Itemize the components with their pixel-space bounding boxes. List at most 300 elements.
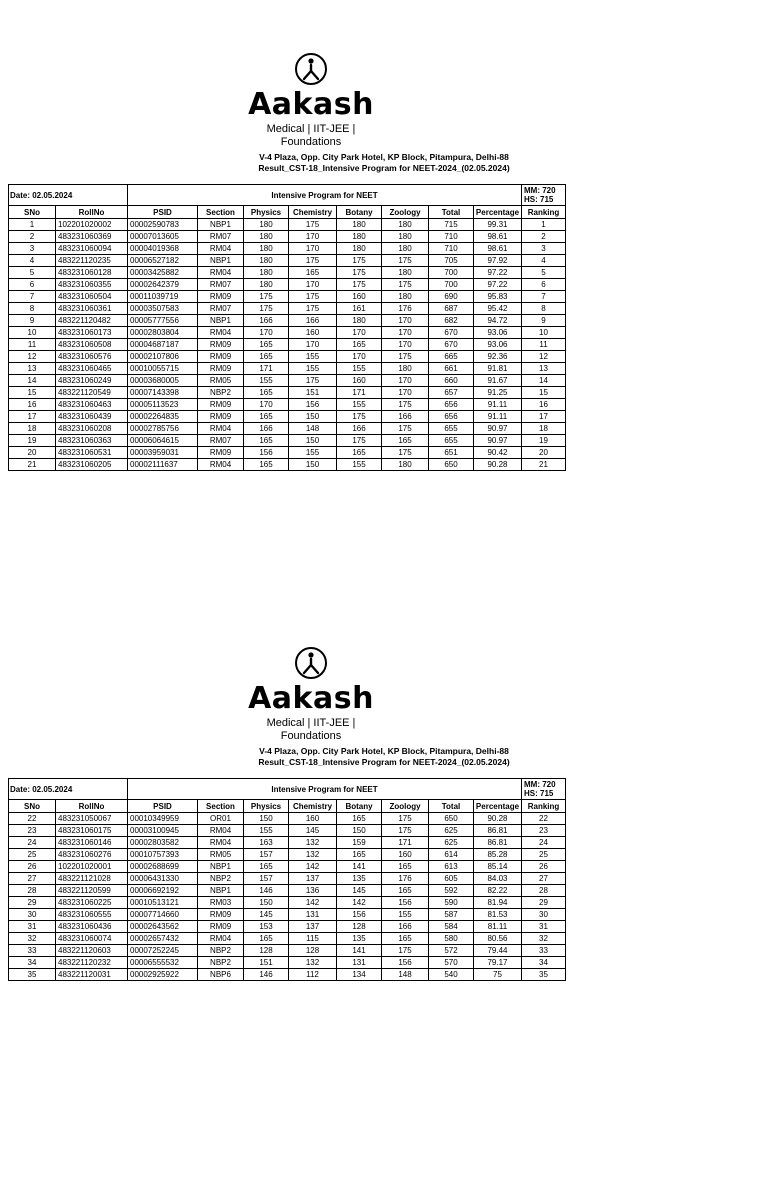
cell-botany: 141	[337, 945, 382, 957]
table-row	[9, 459, 566, 471]
cell-percentage: 79.17	[474, 957, 522, 969]
cell-rollno: 483221120235	[56, 255, 128, 267]
cell-psid: 00003959031	[128, 447, 198, 459]
cell-percentage: 94.72	[474, 315, 522, 327]
cell-percentage: 90.28	[474, 459, 522, 471]
cell-sno: 14	[9, 375, 56, 387]
cell-chemistry: 137	[289, 921, 337, 933]
cell-botany: 160	[337, 375, 382, 387]
cell-psid: 00010513121	[128, 897, 198, 909]
cell-botany: 160	[337, 291, 382, 303]
cell-total: 570	[429, 957, 474, 969]
column-header-total: Total	[429, 206, 474, 219]
cell-sno: 2	[9, 231, 56, 243]
cell-percentage: 91.25	[474, 387, 522, 399]
column-header-sno: SNo	[9, 206, 56, 219]
cell-botany: 155	[337, 399, 382, 411]
address-line: V-4 Plaza, Opp. City Park Hotel, KP Block, Pitampura, Delhi-88	[259, 152, 509, 162]
cell-physics: 175	[244, 303, 289, 315]
cell-chemistry: 136	[289, 885, 337, 897]
date-label: Date: 02.05.2024	[9, 185, 128, 206]
cell-botany: 180	[337, 219, 382, 231]
cell-ranking: 20	[522, 447, 566, 459]
cell-rollno: 483221120599	[56, 885, 128, 897]
brand-name: Aakash	[248, 681, 374, 716]
cell-percentage: 99.31	[474, 219, 522, 231]
cell-physics: 170	[244, 327, 289, 339]
cell-botany: 170	[337, 327, 382, 339]
column-header-percentage: Percentage	[474, 206, 522, 219]
column-header-chemistry: Chemistry	[289, 206, 337, 219]
cell-total: 660	[429, 375, 474, 387]
header-text	[0, 152, 768, 174]
cell-psid: 00005777556	[128, 315, 198, 327]
column-header-sno: SNo	[9, 800, 56, 813]
cell-total: 661	[429, 363, 474, 375]
table-row	[9, 873, 566, 885]
cell-total: 613	[429, 861, 474, 873]
cell-zoology: 180	[382, 231, 429, 243]
cell-psid: 00002925922	[128, 969, 198, 981]
cell-physics: 150	[244, 897, 289, 909]
cell-section: RM09	[198, 447, 244, 459]
cell-sno: 6	[9, 279, 56, 291]
cell-percentage: 90.42	[474, 447, 522, 459]
cell-chemistry: 115	[289, 933, 337, 945]
cell-psid: 00010757393	[128, 849, 198, 861]
cell-psid: 00006431330	[128, 873, 198, 885]
cell-psid: 00007714660	[128, 909, 198, 921]
cell-chemistry: 132	[289, 837, 337, 849]
cell-botany: 180	[337, 231, 382, 243]
cell-percentage: 81.11	[474, 921, 522, 933]
cell-rollno: 483221120603	[56, 945, 128, 957]
table-row	[9, 813, 566, 825]
column-header-psid: PSID	[128, 800, 198, 813]
cell-chemistry: 132	[289, 849, 337, 861]
cell-physics: 128	[244, 945, 289, 957]
cell-botany: 165	[337, 813, 382, 825]
column-header-physics: Physics	[244, 206, 289, 219]
cell-psid: 00006555532	[128, 957, 198, 969]
column-header-rollno: RollNo	[56, 800, 128, 813]
cell-chemistry: 142	[289, 897, 337, 909]
cell-zoology: 155	[382, 909, 429, 921]
cell-psid: 00006527182	[128, 255, 198, 267]
cell-chemistry: 170	[289, 231, 337, 243]
cell-rollno: 483221120482	[56, 315, 128, 327]
cell-zoology: 170	[382, 327, 429, 339]
cell-psid: 00002111637	[128, 459, 198, 471]
cell-section: RM04	[198, 459, 244, 471]
table-row	[9, 861, 566, 873]
cell-rollno: 102201020002	[56, 219, 128, 231]
cell-percentage: 91.11	[474, 411, 522, 423]
cell-chemistry: 175	[289, 291, 337, 303]
cell-zoology: 175	[382, 399, 429, 411]
cell-sno: 10	[9, 327, 56, 339]
cell-sno: 27	[9, 873, 56, 885]
cell-percentage: 86.81	[474, 825, 522, 837]
cell-zoology: 171	[382, 837, 429, 849]
cell-percentage: 90.97	[474, 435, 522, 447]
program-name: Intensive Program for NEET	[128, 185, 522, 206]
result-title: Result_CST-18_Intensive Program for NEET-2024_(02.05.2024)	[258, 757, 510, 767]
cell-psid: 00006692192	[128, 885, 198, 897]
cell-botany: 170	[337, 351, 382, 363]
cell-total: 687	[429, 303, 474, 315]
cell-percentage: 91.67	[474, 375, 522, 387]
cell-botany: 135	[337, 933, 382, 945]
cell-ranking: 17	[522, 411, 566, 423]
cell-total: 650	[429, 459, 474, 471]
cell-percentage: 92.36	[474, 351, 522, 363]
column-header-physics: Physics	[244, 800, 289, 813]
cell-rollno: 483231060205	[56, 459, 128, 471]
cell-zoology: 156	[382, 957, 429, 969]
cell-rollno: 483231060439	[56, 411, 128, 423]
cell-botany: 175	[337, 435, 382, 447]
cell-percentage: 95.83	[474, 291, 522, 303]
cell-rollno: 483231060146	[56, 837, 128, 849]
cell-physics: 165	[244, 435, 289, 447]
cell-psid: 00006064615	[128, 435, 198, 447]
cell-zoology: 165	[382, 861, 429, 873]
cell-ranking: 35	[522, 969, 566, 981]
cell-ranking: 14	[522, 375, 566, 387]
column-header-psid: PSID	[128, 206, 198, 219]
column-header-total: Total	[429, 800, 474, 813]
cell-botany: 155	[337, 459, 382, 471]
column-header-zoology: Zoology	[382, 206, 429, 219]
cell-physics: 180	[244, 243, 289, 255]
cell-physics: 165	[244, 339, 289, 351]
cell-section: RM05	[198, 375, 244, 387]
cell-sno: 34	[9, 957, 56, 969]
cell-botany: 175	[337, 279, 382, 291]
cell-sno: 16	[9, 399, 56, 411]
cell-percentage: 97.22	[474, 267, 522, 279]
marks-info	[522, 185, 566, 206]
cell-section: RM04	[198, 327, 244, 339]
cell-chemistry: 170	[289, 279, 337, 291]
cell-chemistry: 175	[289, 375, 337, 387]
cell-ranking: 18	[522, 423, 566, 435]
cell-physics: 151	[244, 957, 289, 969]
cell-physics: 165	[244, 351, 289, 363]
cell-rollno: 483231060463	[56, 399, 128, 411]
table-row	[9, 945, 566, 957]
cell-ranking: 30	[522, 909, 566, 921]
cell-total: 625	[429, 825, 474, 837]
cell-rollno: 483221120232	[56, 957, 128, 969]
table-row	[9, 219, 566, 231]
cell-ranking: 33	[522, 945, 566, 957]
cell-section: RM09	[198, 339, 244, 351]
cell-zoology: 175	[382, 447, 429, 459]
cell-ranking: 31	[522, 921, 566, 933]
cell-botany: 150	[337, 825, 382, 837]
cell-physics: 145	[244, 909, 289, 921]
cell-ranking: 10	[522, 327, 566, 339]
table-row	[9, 411, 566, 423]
cell-botany: 171	[337, 387, 382, 399]
cell-section: RM07	[198, 303, 244, 315]
cell-ranking: 29	[522, 897, 566, 909]
cell-total: 572	[429, 945, 474, 957]
cell-percentage: 93.06	[474, 339, 522, 351]
cell-ranking: 3	[522, 243, 566, 255]
program-name: Intensive Program for NEET	[128, 779, 522, 800]
cell-ranking: 32	[522, 933, 566, 945]
cell-physics: 146	[244, 969, 289, 981]
cell-sno: 33	[9, 945, 56, 957]
cell-sno: 28	[9, 885, 56, 897]
cell-zoology: 175	[382, 813, 429, 825]
cell-sno: 15	[9, 387, 56, 399]
cell-percentage: 95.42	[474, 303, 522, 315]
cell-zoology: 165	[382, 435, 429, 447]
cell-psid: 00007143398	[128, 387, 198, 399]
cell-section: NBP1	[198, 315, 244, 327]
cell-sno: 29	[9, 897, 56, 909]
table-row	[9, 243, 566, 255]
cell-physics: 175	[244, 291, 289, 303]
aakash-logo	[242, 52, 380, 148]
cell-chemistry: 151	[289, 387, 337, 399]
cell-physics: 150	[244, 813, 289, 825]
table-row	[9, 837, 566, 849]
cell-total: 614	[429, 849, 474, 861]
cell-zoology: 175	[382, 279, 429, 291]
cell-psid: 00010055715	[128, 363, 198, 375]
cell-percentage: 90.97	[474, 423, 522, 435]
cell-chemistry: 150	[289, 459, 337, 471]
cell-botany: 165	[337, 849, 382, 861]
cell-section: RM09	[198, 909, 244, 921]
brand-tagline: Medical | IIT-JEE | Foundations	[266, 717, 356, 742]
cell-section: RM07	[198, 279, 244, 291]
cell-section: RM04	[198, 825, 244, 837]
cell-rollno: 483231060465	[56, 363, 128, 375]
cell-rollno: 483231060508	[56, 339, 128, 351]
table-row	[9, 303, 566, 315]
cell-sno: 22	[9, 813, 56, 825]
cell-rollno: 483231060363	[56, 435, 128, 447]
cell-psid: 00003100945	[128, 825, 198, 837]
cell-rollno: 483221120031	[56, 969, 128, 981]
cell-psid: 00002803804	[128, 327, 198, 339]
table-row	[9, 885, 566, 897]
cell-total: 605	[429, 873, 474, 885]
cell-sno: 19	[9, 435, 56, 447]
cell-sno: 5	[9, 267, 56, 279]
cell-chemistry: 156	[289, 399, 337, 411]
cell-zoology: 176	[382, 873, 429, 885]
result-page	[0, 594, 768, 1188]
cell-total: 655	[429, 423, 474, 435]
cell-sno: 3	[9, 243, 56, 255]
marks-info	[522, 779, 566, 800]
cell-section: RM09	[198, 921, 244, 933]
table-row	[9, 387, 566, 399]
cell-physics: 166	[244, 315, 289, 327]
cell-chemistry: 137	[289, 873, 337, 885]
cell-botany: 135	[337, 873, 382, 885]
cell-botany: 161	[337, 303, 382, 315]
column-header-section: Section	[198, 206, 244, 219]
cell-botany: 165	[337, 447, 382, 459]
table-row	[9, 315, 566, 327]
cell-ranking: 24	[522, 837, 566, 849]
cell-ranking: 13	[522, 363, 566, 375]
column-header-row	[9, 800, 566, 813]
cell-psid: 00003425882	[128, 267, 198, 279]
table-row	[9, 255, 566, 267]
cell-section: NBP6	[198, 969, 244, 981]
highest-score: HS: 715	[524, 195, 554, 204]
cell-zoology: 160	[382, 849, 429, 861]
cell-section: RM09	[198, 351, 244, 363]
cell-botany: 128	[337, 921, 382, 933]
cell-psid: 00002803582	[128, 837, 198, 849]
cell-total: 710	[429, 243, 474, 255]
cell-zoology: 170	[382, 315, 429, 327]
cell-chemistry: 142	[289, 861, 337, 873]
cell-percentage: 91.81	[474, 363, 522, 375]
cell-rollno: 483231060504	[56, 291, 128, 303]
cell-botany: 180	[337, 243, 382, 255]
column-header-percentage: Percentage	[474, 800, 522, 813]
cell-botany: 175	[337, 411, 382, 423]
cell-total: 625	[429, 837, 474, 849]
cell-botany: 165	[337, 339, 382, 351]
cell-chemistry: 155	[289, 363, 337, 375]
aakash-emblem-icon	[294, 52, 328, 86]
cell-rollno: 483231060094	[56, 243, 128, 255]
cell-zoology: 180	[382, 219, 429, 231]
cell-ranking: 2	[522, 231, 566, 243]
cell-rollno: 483231060074	[56, 933, 128, 945]
cell-section: RM07	[198, 435, 244, 447]
cell-chemistry: 145	[289, 825, 337, 837]
cell-zoology: 175	[382, 423, 429, 435]
cell-botany: 145	[337, 885, 382, 897]
cell-zoology: 156	[382, 897, 429, 909]
table-row	[9, 267, 566, 279]
cell-sno: 1	[9, 219, 56, 231]
cell-psid: 00003680005	[128, 375, 198, 387]
table-row	[9, 231, 566, 243]
table-row	[9, 933, 566, 945]
cell-psid: 00004019368	[128, 243, 198, 255]
cell-chemistry: 175	[289, 303, 337, 315]
table-row	[9, 375, 566, 387]
cell-section: RM04	[198, 933, 244, 945]
cell-ranking: 25	[522, 849, 566, 861]
cell-botany: 142	[337, 897, 382, 909]
cell-section: RM09	[198, 291, 244, 303]
result-title: Result_CST-18_Intensive Program for NEET-2024_(02.05.2024)	[258, 163, 510, 173]
table-banner-row	[9, 779, 566, 800]
cell-rollno: 483231060369	[56, 231, 128, 243]
cell-ranking: 15	[522, 387, 566, 399]
table-row	[9, 849, 566, 861]
cell-percentage: 81.53	[474, 909, 522, 921]
cell-percentage: 98.61	[474, 231, 522, 243]
cell-zoology: 175	[382, 945, 429, 957]
cell-zoology: 166	[382, 921, 429, 933]
cell-zoology: 180	[382, 363, 429, 375]
cell-sno: 31	[9, 921, 56, 933]
cell-physics: 163	[244, 837, 289, 849]
cell-total: 670	[429, 339, 474, 351]
cell-physics: 165	[244, 861, 289, 873]
cell-rollno: 483231060225	[56, 897, 128, 909]
cell-zoology: 165	[382, 885, 429, 897]
cell-physics: 180	[244, 255, 289, 267]
cell-physics: 155	[244, 825, 289, 837]
cell-sno: 9	[9, 315, 56, 327]
cell-percentage: 93.06	[474, 327, 522, 339]
cell-rollno: 483231060276	[56, 849, 128, 861]
cell-rollno: 483221120549	[56, 387, 128, 399]
cell-ranking: 9	[522, 315, 566, 327]
address-line: V-4 Plaza, Opp. City Park Hotel, KP Block, Pitampura, Delhi-88	[259, 746, 509, 756]
brand-tagline: Medical | IIT-JEE | Foundations	[266, 123, 356, 148]
cell-rollno: 483231060576	[56, 351, 128, 363]
table-row	[9, 969, 566, 981]
cell-chemistry: 170	[289, 243, 337, 255]
cell-psid: 00002590783	[128, 219, 198, 231]
cell-chemistry: 175	[289, 255, 337, 267]
cell-total: 580	[429, 933, 474, 945]
cell-percentage: 85.14	[474, 861, 522, 873]
cell-total: 590	[429, 897, 474, 909]
cell-section: RM04	[198, 423, 244, 435]
cell-sno: 21	[9, 459, 56, 471]
table-row	[9, 363, 566, 375]
cell-psid: 00007013605	[128, 231, 198, 243]
table-row	[9, 921, 566, 933]
cell-sno: 8	[9, 303, 56, 315]
max-marks: MM: 720	[524, 780, 556, 789]
cell-psid: 00003507583	[128, 303, 198, 315]
cell-sno: 24	[9, 837, 56, 849]
cell-chemistry: 160	[289, 327, 337, 339]
cell-sno: 13	[9, 363, 56, 375]
cell-chemistry: 148	[289, 423, 337, 435]
cell-total: 540	[429, 969, 474, 981]
cell-botany: 155	[337, 363, 382, 375]
cell-physics: 180	[244, 267, 289, 279]
cell-physics: 157	[244, 849, 289, 861]
cell-rollno: 102201020001	[56, 861, 128, 873]
cell-sno: 23	[9, 825, 56, 837]
cell-physics: 180	[244, 231, 289, 243]
cell-botany: 175	[337, 255, 382, 267]
cell-section: NBP1	[198, 255, 244, 267]
cell-chemistry: 170	[289, 339, 337, 351]
cell-physics: 146	[244, 885, 289, 897]
cell-sno: 26	[9, 861, 56, 873]
cell-botany: 159	[337, 837, 382, 849]
cell-sno: 4	[9, 255, 56, 267]
cell-sno: 18	[9, 423, 56, 435]
table-row	[9, 351, 566, 363]
cell-section: RM04	[198, 837, 244, 849]
cell-section: RM03	[198, 897, 244, 909]
